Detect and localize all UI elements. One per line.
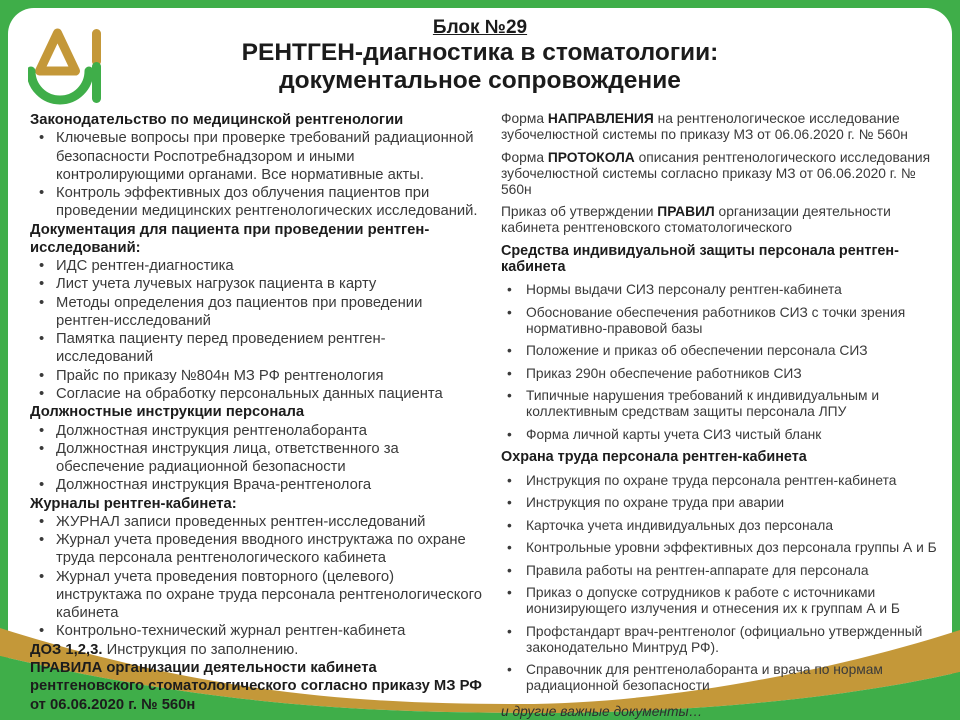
slide-header: [8, 8, 952, 103]
section-header: [501, 449, 938, 466]
text-run: Приказ о допуске сотрудников к работе с источниками ионизирующего излучения и отнесения их к группам А и Б: [526, 585, 900, 617]
list-item-text: [56, 531, 482, 568]
paragraph: [30, 659, 482, 714]
text-run: Обоснование обеспечения работников СИЗ с точки зрения нормативно-правовой базы: [526, 304, 906, 336]
list-item-text: [526, 624, 938, 656]
list-item: [30, 129, 482, 184]
list-item-text: [526, 662, 938, 694]
list-item: [501, 388, 938, 420]
list-item-text: [56, 330, 482, 367]
list-item: [501, 305, 938, 337]
text-run: ИДС рентген-диагностика: [56, 258, 234, 275]
list-item: [30, 367, 482, 385]
list-item: [501, 624, 938, 656]
bullet-icon: •: [39, 331, 45, 348]
list-item: [30, 513, 482, 531]
section-header: [30, 403, 482, 421]
list-item: [30, 385, 482, 403]
text-run: Контроль эффективных доз облучения пациентов при проведении медицинских рентгенологических исследований.: [56, 185, 478, 220]
brand-logo: [28, 26, 104, 106]
list-item: [501, 518, 938, 534]
section-header: [30, 111, 482, 129]
text-run: Охрана труда персонала рентген-кабинета: [501, 449, 807, 466]
list-item-text: [526, 473, 938, 489]
paragraph: [501, 111, 938, 143]
list-item: [501, 563, 938, 579]
text-run: Должностная инструкция лица, ответственного за обеспечение радиационной безопасности: [56, 440, 399, 476]
text-run: Форма: [501, 149, 548, 165]
text-run: ПРОТОКОЛА: [547, 149, 635, 165]
footnote: [501, 704, 938, 720]
bullet-icon: •: [39, 367, 45, 384]
paragraph: [501, 150, 938, 198]
list-item: [501, 343, 938, 359]
list-item: [30, 531, 482, 568]
bullet-icon: •: [507, 517, 512, 533]
list-item-text: [56, 513, 482, 531]
text-run: на рентгенологическое исследование зубочелюстной системы по приказу МЗ от 06.06.2020 г. № 560н: [501, 111, 908, 142]
list-item: [501, 495, 938, 511]
bullet-icon: •: [39, 422, 45, 439]
text-run: Методы определения доз пациентов при проведении рентген-исследований: [56, 294, 423, 329]
text-run: Приказ об утверждении: [501, 204, 658, 219]
bullet-icon: •: [507, 540, 512, 556]
bullet-icon: •: [39, 385, 45, 402]
text-run: организации деятельности кабинета рентгеновского стоматологического: [501, 204, 891, 235]
bullet-icon: •: [507, 472, 512, 488]
list-item: [30, 440, 482, 477]
text-run: ЖУРНАЛ записи проведенных рентген-исследований: [56, 513, 426, 530]
bullet-icon: •: [507, 282, 512, 298]
list-item-text: [526, 343, 938, 359]
text-run: Должностные инструкции персонала: [30, 404, 305, 421]
content-columns: [8, 103, 952, 720]
bullet-icon: •: [39, 276, 45, 293]
bullet-icon: •: [507, 343, 512, 359]
list-item-text: [56, 184, 482, 221]
text-run: Профстандарт врач-рентгенолог (официально утвержденный законодательно Минтруд РФ).: [526, 623, 923, 655]
list-item-text: [56, 476, 482, 494]
text-run: описания рентгенологического исследования зубочелюстной системы согласно приказу МЗ от 06.06.2020 г. № 560н: [501, 149, 931, 197]
text-run: ДОЗ 1,2,3.: [30, 641, 103, 658]
list-item: [30, 184, 482, 221]
bullet-icon: •: [39, 185, 45, 202]
list-item: [30, 330, 482, 367]
list-item-text: [526, 366, 938, 382]
text-run: Должностная инструкция рентгенолаборанта: [56, 422, 367, 439]
list-item-text: [56, 622, 482, 640]
list-item-text: [56, 257, 482, 275]
page-title: [8, 39, 952, 96]
text-run: ПРАВИЛА организации деятельности кабинета рентгеновского стоматологического согласно приказу МЗ РФ от 06.06.2020 г. № 560н: [30, 659, 482, 713]
text-run: Памятка пациенту перед проведением рентген-исследований: [56, 331, 386, 366]
text-run: Журналы рентген-кабинета:: [30, 495, 237, 512]
text-run: Форма личной карты учета СИЗ чистый бланк: [526, 426, 822, 442]
list-item: [501, 366, 938, 382]
paragraph: [501, 204, 938, 236]
bullet-icon: •: [39, 130, 45, 147]
bullet-icon: •: [507, 388, 512, 404]
list-item-text: [526, 518, 938, 534]
left-column: [30, 111, 482, 720]
text-run: Лист учета лучевых нагрузок пациента в карту: [56, 276, 377, 293]
list-item: [501, 427, 938, 443]
section-header: [30, 495, 482, 513]
bullet-icon: •: [39, 623, 45, 640]
section-header: [30, 221, 482, 258]
list-item: [30, 294, 482, 331]
list-item: [30, 476, 482, 494]
bullet-icon: •: [507, 562, 512, 578]
list-item: [30, 257, 482, 275]
text-run: Контрольные уровни эффективных доз персонала группы А и Б: [526, 540, 937, 556]
text-run: Карточка учета индивидуальных доз персонала: [526, 517, 834, 533]
page-title-line2: документальное сопровождение: [279, 67, 681, 95]
bullet-icon: •: [507, 426, 512, 442]
list-item: [30, 568, 482, 623]
list-item-text: [56, 385, 482, 403]
bullet-icon: •: [507, 365, 512, 381]
page-title-line1: РЕНТГЕН-диагностика в стоматологии:: [241, 39, 719, 66]
right-column: [498, 111, 938, 720]
list-item-text: [526, 388, 938, 420]
text-run: Средства индивидуальной защиты персонала рентген-кабинета: [501, 242, 899, 276]
list-item: [30, 622, 482, 640]
text-run: Ключевые вопросы при проверке требований радиационной безопасности Роспотребнадзором и иными контролирующими органами. Все нормативные акты.: [56, 130, 474, 183]
list-item-text: [56, 275, 482, 293]
list-item-text: [526, 585, 938, 617]
text-run: Типичные нарушения требований к индивидуальным и коллективным средствам защиты персонала ЛПУ: [526, 388, 880, 420]
list-item-text: [56, 367, 482, 385]
list-item-text: [56, 129, 482, 184]
bullet-icon: •: [507, 623, 512, 639]
text-run: Прайс по приказу №804н МЗ РФ рентгенология: [56, 367, 384, 384]
text-run: Законодательство по медицинской рентгенологии: [30, 112, 404, 128]
bullet-icon: •: [39, 440, 45, 457]
paragraph: [30, 641, 482, 659]
text-run: Документация для пациента при проведении рентген-исследований:: [30, 221, 430, 256]
list-item-text: [526, 540, 938, 556]
list-item-text: [526, 563, 938, 579]
bullet-icon: •: [39, 532, 45, 549]
text-run: Контрольно-технический журнал рентген-кабинета: [56, 623, 406, 640]
list-item: [30, 422, 482, 440]
text-run: Журнал учета проведения повторного (целевого) инструктажа по охране труда персонала рентгенологического кабинета: [56, 568, 482, 622]
list-item-text: [56, 294, 482, 331]
text-run: Инструкция по охране труда персонала рентген-кабинета: [526, 472, 897, 488]
bullet-icon: •: [39, 258, 45, 275]
list-item-text: [56, 568, 482, 623]
text-run: НАПРАВЛЕНИЯ: [547, 111, 654, 126]
list-item-text: [56, 422, 482, 440]
list-item: [501, 540, 938, 556]
block-number: Блок №29: [432, 17, 528, 38]
list-item-text: [56, 440, 482, 477]
bullet-icon: •: [507, 585, 512, 601]
text-run: Должностная инструкция Врача-рентгенолога: [56, 477, 372, 494]
list-item-text: [526, 427, 938, 443]
text-run: Согласие на обработку персональных данных пациента: [56, 385, 443, 402]
vertical-bar-icon: [92, 29, 101, 66]
text-run: Инструкция по охране труда при аварии: [526, 495, 785, 511]
bullet-icon: •: [39, 513, 45, 530]
list-item: [501, 473, 938, 489]
section-header: [501, 243, 938, 276]
list-item: [30, 275, 482, 293]
text-run: Инструкция по заполнению.: [102, 641, 299, 658]
bullet-icon: •: [507, 662, 512, 678]
text-run: Приказ 290н обеспечение работников СИЗ: [526, 365, 802, 381]
bullet-icon: •: [507, 495, 512, 511]
text-run: и другие важные документы…: [501, 704, 703, 720]
content-card: [8, 8, 952, 720]
list-item: [501, 585, 938, 617]
text-run: Справочник для рентгенолаборанта и врача по нормам радиационной безопасности: [526, 662, 883, 694]
bullet-icon: •: [39, 568, 45, 585]
list-item-text: [526, 495, 938, 511]
list-item-text: [526, 305, 938, 337]
text-run: Положение и приказ об обеспечении персонала СИЗ: [526, 343, 868, 359]
text-run: Нормы выдачи СИЗ персоналу рентген-кабинета: [526, 282, 842, 298]
text-run: Журнал учета проведения вводного инструктажа по охране труда персонала рентгенологического кабинета: [56, 532, 466, 567]
text-run: ПРАВИЛ: [657, 204, 715, 219]
triangle-icon: [40, 33, 76, 71]
bullet-icon: •: [507, 304, 512, 320]
bullet-icon: •: [39, 294, 45, 311]
text-run: Форма: [501, 111, 548, 126]
list-item-text: [526, 282, 938, 298]
list-item: [501, 282, 938, 298]
vertical-bar-icon: [92, 62, 101, 103]
list-item: [501, 662, 938, 694]
text-run: Правила работы на рентген-аппарате для персонала: [526, 562, 869, 578]
bullet-icon: •: [39, 477, 45, 494]
